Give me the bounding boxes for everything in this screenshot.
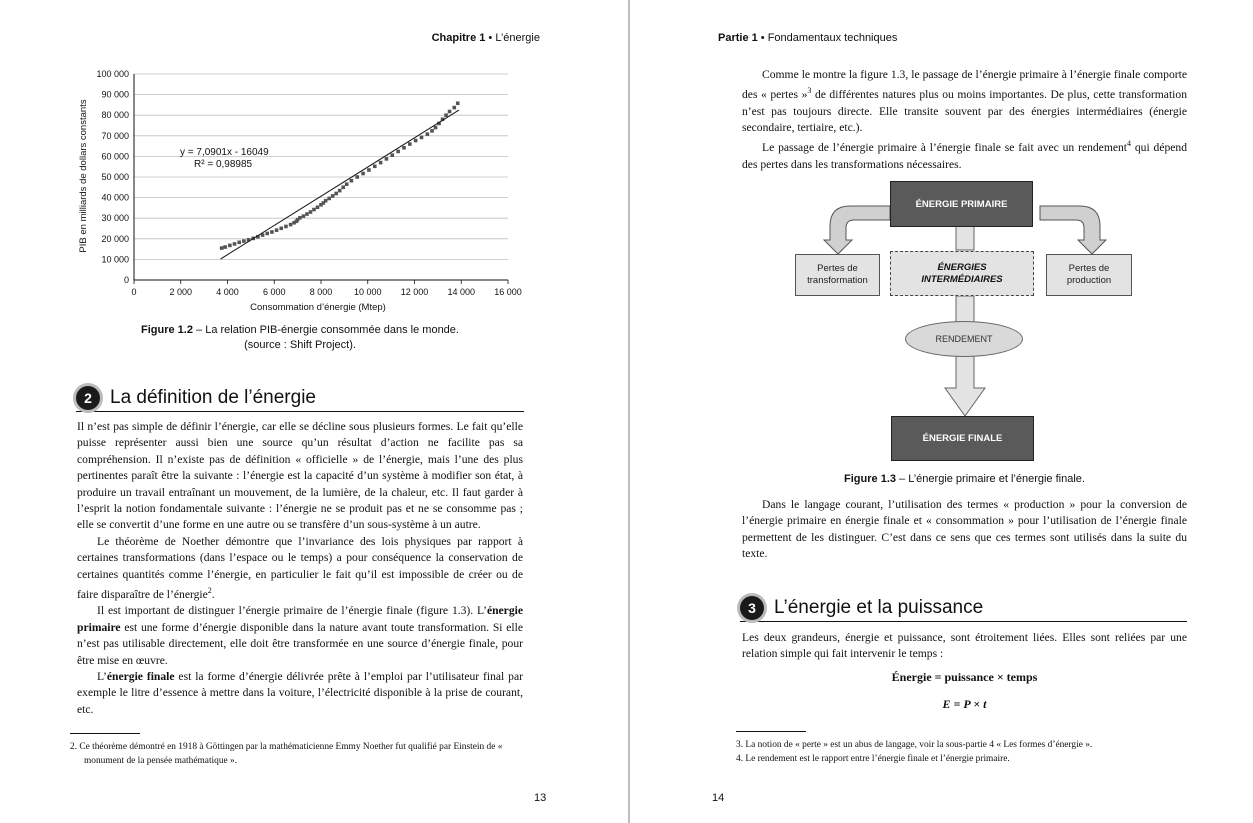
chart-trendline-path bbox=[220, 110, 458, 259]
chart-x-tick-label: 16 000 bbox=[494, 287, 522, 297]
chart-x-tick-label: 14 000 bbox=[447, 287, 476, 297]
paragraph: L’énergie finale est la forme d’énergie délivrée prête à l’emploi par l’utilisateur final par exemple le litre d’essence à mettre dans la voiture, l’électricité disponible à la prise de courant, etc. bbox=[77, 669, 523, 716]
chart-data-point bbox=[270, 230, 274, 234]
chart-y-tick-label: 100 000 bbox=[96, 69, 129, 79]
chart-x-label: Consommation d’énergie (Mtep) bbox=[250, 302, 386, 313]
paragraph: Les deux grandeurs, énergie et puissance, sont étroitement liées. Elles sont reliées par une relation simple qui fait intervenir le temps : bbox=[742, 631, 1187, 661]
chart-y-tick-label: 20 000 bbox=[101, 233, 129, 244]
chart-data-point bbox=[367, 168, 371, 172]
chart-x-tick-label: 0 bbox=[131, 287, 137, 297]
chart-data-point bbox=[414, 139, 418, 143]
chart-x-tick-label: 6 000 bbox=[262, 287, 286, 297]
chart-data-point bbox=[373, 164, 377, 168]
paragraph: Le théorème de Noether démontre que l’invariance des lois physiques par rapport à certaines transformations (dans l’espace ou le temps) a pour conséquence la conservation de certaines quantités comme l’énergie, en particulier le fait qu’il est impossible de créer ou de faire disparaître de l’énergie$^2$. bbox=[77, 534, 523, 601]
chart-data-point bbox=[355, 175, 359, 179]
production-loss-box: Pertes de production bbox=[1046, 254, 1132, 296]
chart-points bbox=[220, 101, 460, 249]
right-body-text-bottom bbox=[742, 630, 1187, 663]
chart-y-label: PIB en milliards de dollars constants bbox=[78, 99, 89, 253]
chart-data-point bbox=[284, 225, 288, 229]
section-2-heading bbox=[76, 384, 524, 412]
formula-energy-power-time: Énergie = puissance × temps bbox=[891, 670, 1038, 684]
paragraph: Il n’est pas simple de définir l’énergie, car elle se décline sous plusieurs formes. Le fait qu’elle puisse représenter aussi bien une source qu’un résultat d’action ne facilite pas sa compréhension. Il n’existe pas de définition « officielle » de l’énergie, mais l’une des plus pertinentes paraît être la suivante : l’énergie est la capacité d’un système à modifier son état, à produire un travail entraînant un mouvement, de la lumière, de la chaleur, etc. Il faut garder à l’esprit la notion fondamentale suivante : l’énergie ne se produit pas et ne se consomme pas ; elle se convertit d’une forme en une autre ou se transfère d’un sous-système à un autre. bbox=[77, 420, 523, 532]
chart-data-point bbox=[426, 132, 430, 136]
chart-y-tick-label: 40 000 bbox=[101, 192, 129, 203]
chart-data-point bbox=[396, 150, 400, 154]
figure-1-3-caption: Figure 1.3 – L’énergie primaire et l’énergie finale. bbox=[844, 473, 1085, 485]
footnote-3: 3. La notion de « perte » est un abus de langage, voir la sous-partie 4 « Les formes d’énergie ». bbox=[736, 740, 1093, 750]
chart-data-point bbox=[327, 197, 331, 201]
chart-data-point bbox=[279, 226, 283, 230]
chart-data-point bbox=[312, 208, 316, 212]
chart-r2: R² = 0,98985 bbox=[194, 159, 253, 170]
paragraph: Le passage de l’énergie primaire à l’énergie finale se fait avec un rendement$^4$ qui dépend des pertes dans les transformations nécessaires. bbox=[742, 139, 1187, 171]
chart-data-point bbox=[379, 161, 383, 165]
chart-data-point bbox=[265, 232, 269, 236]
chart-data-point bbox=[305, 212, 309, 216]
chart-data-point bbox=[324, 199, 328, 203]
footnote-4: 4. Le rendement est le rapport entre l’énergie finale et l’énergie primaire. bbox=[736, 754, 1010, 764]
left-body-text bbox=[77, 419, 523, 718]
chart-data-point bbox=[275, 228, 279, 232]
chart-data-point bbox=[228, 244, 232, 248]
section-number-badge: 2 bbox=[76, 386, 100, 410]
chart-data-point bbox=[408, 142, 412, 146]
arrow-shaft-1 bbox=[956, 226, 974, 250]
chart-data-point bbox=[220, 246, 224, 250]
right-body-text-top bbox=[742, 67, 1187, 173]
figure-1-2-caption: Figure 1.2 – La relation PIB-énergie consommée dans le monde. (source : Shift Project). bbox=[141, 324, 459, 351]
page-number-14: 14 bbox=[712, 792, 725, 804]
chart-y-tick-label: 60 000 bbox=[101, 151, 129, 162]
chart-x-tick-label: 4 000 bbox=[216, 287, 239, 297]
section-number-badge: 3 bbox=[740, 596, 764, 620]
formula-e-pt: E = P × t bbox=[942, 697, 987, 711]
chart-data-point bbox=[420, 136, 424, 140]
chart-data-point bbox=[402, 146, 406, 150]
right-page bbox=[630, 0, 1253, 823]
chart-data-point bbox=[242, 239, 246, 243]
final-energy-box: ÉNERGIE FINALE bbox=[891, 416, 1034, 461]
chart-data-point bbox=[298, 216, 302, 220]
running-head-left: Chapitre 1 • L’énergie bbox=[431, 32, 540, 44]
chart-data-point bbox=[456, 101, 460, 105]
section-title: L’énergie et la puissance bbox=[774, 596, 984, 618]
chart-data-point bbox=[223, 245, 227, 249]
running-head-right: Partie 1 • Fondamentaux techniques bbox=[718, 32, 898, 44]
section-title: La définition de l’énergie bbox=[110, 386, 316, 408]
chart-y-tick-label: 0 bbox=[123, 275, 129, 285]
chart-y-tick-label: 10 000 bbox=[101, 254, 129, 265]
pib-energy-chart bbox=[70, 64, 530, 314]
arrow-loss-right bbox=[1040, 206, 1106, 254]
chart-data-point bbox=[331, 194, 335, 198]
chart-data-point bbox=[385, 157, 389, 161]
chart-data-point bbox=[434, 126, 438, 130]
chart-y-tick-label: 70 000 bbox=[101, 130, 129, 141]
chart-grid bbox=[134, 74, 508, 259]
paragraph: Dans le langage courant, l’utilisation des termes « production » pour la conversion de l’énergie primaire en énergie finale et « consommation » pour l’utilisation de l’énergie finale permettent de les distinguer. C’est dans ce sens que ces termes sont utilisés dans la suite du texte. bbox=[742, 498, 1187, 561]
chart-data-point bbox=[452, 106, 456, 110]
chart-trendline bbox=[220, 110, 458, 259]
chart-data-point bbox=[338, 189, 342, 193]
chart-x-tick-label: 2 000 bbox=[169, 287, 193, 297]
chart-data-point bbox=[316, 205, 320, 209]
chart-y-tick-label: 50 000 bbox=[101, 172, 129, 182]
chart-data-point bbox=[233, 242, 237, 246]
footnote-2: 2. Ce théorème démontré en 1918 à Göttingen par la mathématicienne Emmy Noether fut qualifié par Einstein de « monument de la pensée mathématique ». bbox=[70, 742, 503, 766]
chart-y-tick-label: 30 000 bbox=[101, 213, 129, 224]
footnote-rule bbox=[736, 731, 806, 732]
chart-data-point bbox=[444, 113, 448, 117]
footnotes-left bbox=[70, 740, 524, 768]
chart-data-point bbox=[361, 172, 365, 176]
page-number-13: 13 bbox=[534, 792, 547, 804]
arrow-shaft-2 bbox=[956, 296, 974, 322]
transformation-loss-box: Pertes de transformation bbox=[795, 254, 880, 296]
chart-data-point bbox=[430, 129, 434, 133]
right-body-text-middle bbox=[742, 497, 1187, 563]
intermediate-energy-box: ÉNERGIES INTERMÉDIAIRES bbox=[890, 251, 1034, 296]
chart-data-point bbox=[302, 214, 306, 218]
efficiency-ellipse: RENDEMENT bbox=[905, 321, 1023, 357]
chart-data-point bbox=[289, 223, 293, 227]
chart-data-point bbox=[345, 182, 349, 186]
energy-flow-diagram bbox=[790, 176, 1135, 466]
chart-data-point bbox=[334, 192, 338, 196]
chart-data-point bbox=[237, 241, 241, 245]
chart-equation: y = 7,0901x - 16049 bbox=[180, 147, 269, 158]
paragraph: Comme le montre la figure 1.3, le passage de l’énergie primaire à l’énergie finale comporte des « pertes »$^3$ de différentes natures plus ou moins importantes. De plus, cette transformation n’est pas toujours directe. Elle transite souvent par des énergies intermédiaires (énergie secondaire, tertiaire, etc.). bbox=[742, 68, 1187, 135]
primary-energy-box: ÉNERGIE PRIMAIRE bbox=[890, 181, 1033, 227]
arrow-loss-left bbox=[824, 206, 890, 254]
chart-y-tick-label: 90 000 bbox=[101, 89, 129, 100]
arrow-down-final bbox=[945, 356, 985, 416]
chart-y-tick-label: 80 000 bbox=[101, 110, 129, 121]
chart-data-point bbox=[448, 110, 452, 114]
footnote-rule bbox=[70, 733, 140, 734]
section-3-heading bbox=[740, 594, 1187, 622]
chart-x-tick-label: 12 000 bbox=[400, 287, 429, 297]
footnotes-right bbox=[736, 738, 1188, 766]
chart-data-point bbox=[309, 210, 313, 214]
chart-x-tick-label: 8 000 bbox=[309, 287, 333, 297]
chart-x-tick-label: 10 000 bbox=[353, 287, 382, 297]
paragraph: Il est important de distinguer l’énergie primaire de l’énergie finale (figure 1.3). L’énergie primaire est une forme d’énergie disponible dans la nature avant toute transformation. Si elle n’est pas utilisable directement, elle doit être transformée en une source d’énergie finale, pour être mise en œuvre. bbox=[77, 604, 523, 667]
chart-data-point bbox=[390, 153, 394, 157]
chart-data-point bbox=[350, 179, 354, 183]
chart-data-point bbox=[341, 186, 345, 190]
